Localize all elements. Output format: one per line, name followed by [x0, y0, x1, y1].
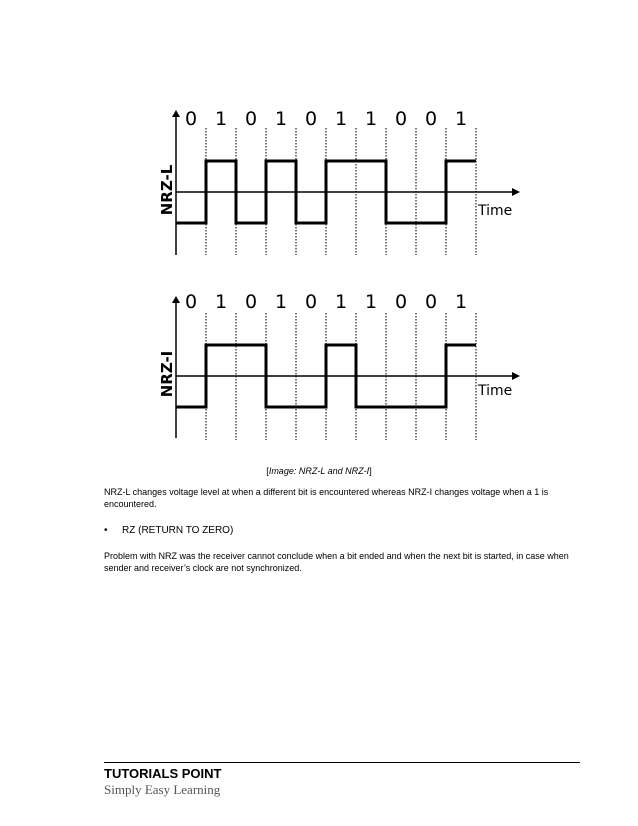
- nrzl-bit-label: 0: [394, 108, 408, 130]
- nrzi-vertical-axis-arrow-icon: [172, 296, 180, 303]
- nrzl-bit-label: 1: [454, 108, 468, 130]
- nrz-explanation-paragraph: NRZ-L changes voltage level at when a different bit is encountered whereas NRZ-I changes voltage when a 1 is encountered.: [104, 487, 549, 509]
- nrzi-bit-label: 0: [304, 291, 318, 313]
- footer-brand: TUTORIALS POINT: [104, 766, 222, 781]
- nrzl-diagram: [158, 108, 520, 255]
- nrzl-bit-label: 0: [244, 108, 258, 130]
- bullet-item-rz: [104, 525, 233, 536]
- bullet-text: RZ (RETURN TO ZERO): [122, 525, 234, 536]
- nrz-problem-paragraph: Problem with NRZ was the receiver cannot conclude when a bit ended and when the next bit is started, in case when sender and receiver’s clock are not synchronized.: [104, 551, 569, 573]
- nrzi-bit-label: 0: [424, 291, 438, 313]
- caption-close-bracket: ]: [369, 466, 372, 476]
- nrzl-bit-label: 0: [424, 108, 438, 130]
- nrzi-bit-label: 0: [244, 291, 258, 313]
- nrzi-time-axis-arrow-icon: [512, 372, 520, 380]
- nrzl-bit-label: 1: [364, 108, 378, 130]
- nrzi-bit-label: 1: [274, 291, 288, 313]
- nrzi-bit-label: 1: [364, 291, 378, 313]
- nrzl-axis-label: NRZ-L: [158, 164, 176, 216]
- nrzl-time-axis-arrow-icon: [512, 188, 520, 196]
- nrzl-bit-label: 0: [304, 108, 318, 130]
- nrzl-vertical-axis-arrow-icon: [172, 110, 180, 117]
- nrzl-bit-label: 1: [214, 108, 228, 130]
- nrzi-bit-label: 1: [454, 291, 468, 313]
- nrzl-bit-label: 1: [274, 108, 288, 130]
- nrzl-bit-label: 0: [184, 108, 198, 130]
- nrzi-bit-label: 1: [214, 291, 228, 313]
- caption-text: Image: NRZ-L and NRZ-I: [268, 466, 370, 476]
- figure-caption: [0, 466, 638, 476]
- nrzl-time-label: Time: [478, 203, 513, 219]
- bullet-icon: •: [104, 525, 108, 536]
- footer-tagline: Simply Easy Learning: [104, 782, 221, 797]
- caption-open-bracket: [: [266, 466, 269, 476]
- nrzi-axis-label: NRZ-I: [158, 350, 176, 398]
- nrzi-diagram: [158, 291, 520, 440]
- footer-divider: [104, 762, 580, 763]
- nrzl-bit-label: 1: [334, 108, 348, 130]
- nrzi-bit-label: 1: [334, 291, 348, 313]
- nrzi-bit-label: 0: [184, 291, 198, 313]
- nrzi-bit-label: 0: [394, 291, 408, 313]
- nrzi-time-label: Time: [478, 383, 513, 399]
